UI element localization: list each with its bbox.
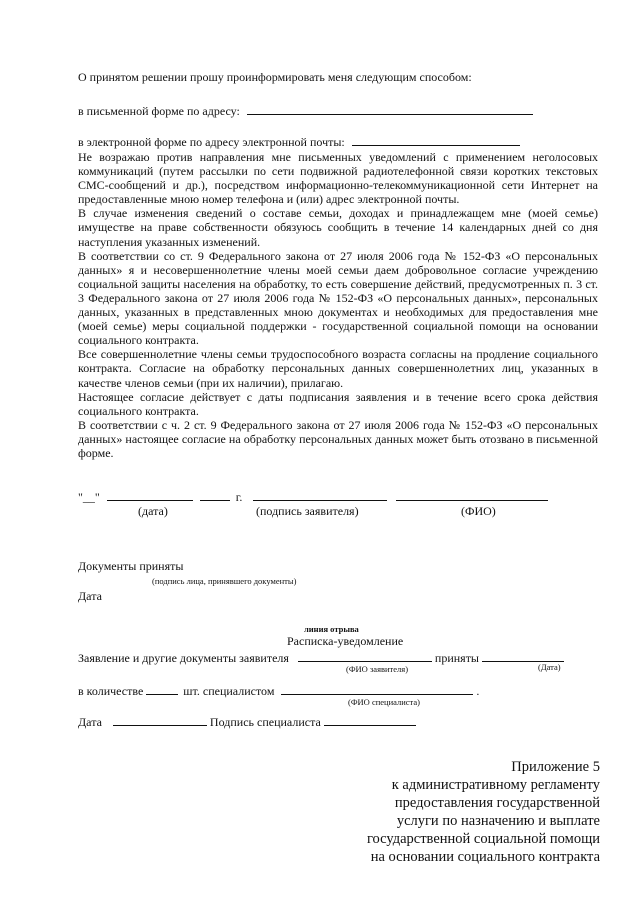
receipt-specialist-signature-field[interactable] (324, 714, 416, 726)
postal-address-row (78, 103, 533, 118)
receipt-period: . (476, 684, 480, 698)
receipt-date-label: Дата (78, 715, 102, 729)
receipt-statement: Заявление и другие документы заявителя (78, 651, 289, 665)
receipt-date-caption: (Дата) (538, 662, 561, 672)
applicant-name-field[interactable] (396, 489, 548, 501)
date-field[interactable] (107, 489, 193, 501)
postal-address-field[interactable] (247, 103, 533, 115)
documents-date-label: Дата (78, 589, 102, 603)
applicant-signature-field[interactable] (253, 489, 387, 501)
paragraph-changes: В случае изменения сведений о составе семьи, доходах и принадлежащем мне (моей семье) имуществе на праве собственности обязуюсь сообщить в течение 14 календарных дней со дня наступления указанных изменений. (78, 206, 598, 249)
year-field[interactable] (200, 489, 230, 501)
receipt-count-field[interactable] (146, 683, 178, 695)
date-quote: "__" (78, 490, 100, 504)
paragraph-family-consent: Все совершеннолетние члены семьи трудоспособного возраста согласны на продление социального контракта. Согласие на обработку персональных данных совершеннолетних лиц, указанных в качестве членов семьи (при их наличии), прилагаю. (78, 347, 598, 390)
paragraph-revocation: В соответствии с ч. 2 ст. 9 Федерального закона от 27 июля 2006 года № 152-ФЗ «О персональных данных» настоящее согласие на обработку персональных данных может быть отозвано в письменной форме. (78, 417, 598, 460)
documents-accepted-caption: (подпись лица, принявшего документы) (152, 576, 297, 586)
receipt-final-date-field[interactable] (113, 714, 207, 726)
receipt-count-row (78, 683, 479, 698)
paragraph-personal-data-consent: В соответствии со ст. 9 Федерального закона от 27 июля 2006 года № 152-ФЗ «О персональных данных» я и несовершеннолетние члены моей семьи даем добровольное согласие учреждению социальной защиты населения на обработку, то есть совершение действий, предусмотренных п. 3 ст. 3 Федерального закона от 27 июля 2006 года № 152-ФЗ «О персональных данных», персональных данных, указанных в представленных мною документах и необходимых для предоставления мне (моей семье) меры социальной поддержки - государственной социальной помощи на основании социального контракта. (78, 248, 598, 348)
paragraph-validity: Настоящее согласие действует с даты подписания заявления и в течение всего срока действия социального контракта. (78, 389, 598, 418)
email-row (78, 134, 520, 149)
signature-caption: (подпись заявителя) (256, 504, 359, 518)
receipt-statement-row (78, 650, 564, 665)
appendix-line: государственной социальной помощи (366, 831, 600, 847)
appendix-line: на основании социального контракта (370, 849, 600, 865)
receipt-specialist-field[interactable] (281, 683, 473, 695)
appendix-line: услуги по назначению и выплате (396, 813, 600, 829)
appendix-line: предоставления государственной (394, 795, 600, 811)
signature-row (78, 489, 548, 504)
receipt-count-prefix: в количестве (78, 684, 144, 698)
receipt-title: Расписка-уведомление (287, 634, 404, 648)
appendix-header (367, 758, 600, 866)
consent-body (78, 150, 598, 460)
tear-line-label: линия отрыва (304, 624, 359, 634)
appendix-title: Приложение 5 (511, 759, 600, 775)
documents-accepted: Документы приняты (78, 559, 184, 573)
appendix-line: к административному регламенту (391, 777, 600, 793)
email-field[interactable] (352, 134, 520, 146)
paragraph-notifications: Не возражаю против направления мне письменных уведомлений с применением неголосовых коммуникаций (путем рассылки по сети подвижной радиотелефонной связи коротких текстовых СМС-сообщений и др.), посредством информационно-телекоммуникационной сети Интернет на предоставленные мною номер телефона и (или) адрес электронной почты. (78, 150, 598, 207)
year-label: г. (235, 490, 243, 504)
receipt-signature-row (78, 714, 416, 729)
date-caption: (дата) (138, 504, 168, 518)
receipt-signature-label: Подпись специалиста (209, 715, 321, 729)
receipt-applicant-field[interactable] (298, 650, 432, 662)
receipt-count-suffix: шт. специалистом (183, 684, 275, 698)
email-label: в электронной форме по адресу электронной почты: (78, 135, 345, 149)
receipt-specialist-caption: (ФИО специалиста) (348, 697, 420, 707)
receipt-date-field[interactable] (482, 650, 564, 662)
notification-intro: О принятом решении прошу проинформировать меня следующим способом: (78, 70, 472, 84)
name-caption: (ФИО) (461, 504, 496, 518)
receipt-applicant-caption: (ФИО заявителя) (346, 664, 409, 674)
receipt-accepted: приняты (434, 651, 479, 665)
postal-address-label: в письменной форме по адресу: (78, 104, 240, 118)
